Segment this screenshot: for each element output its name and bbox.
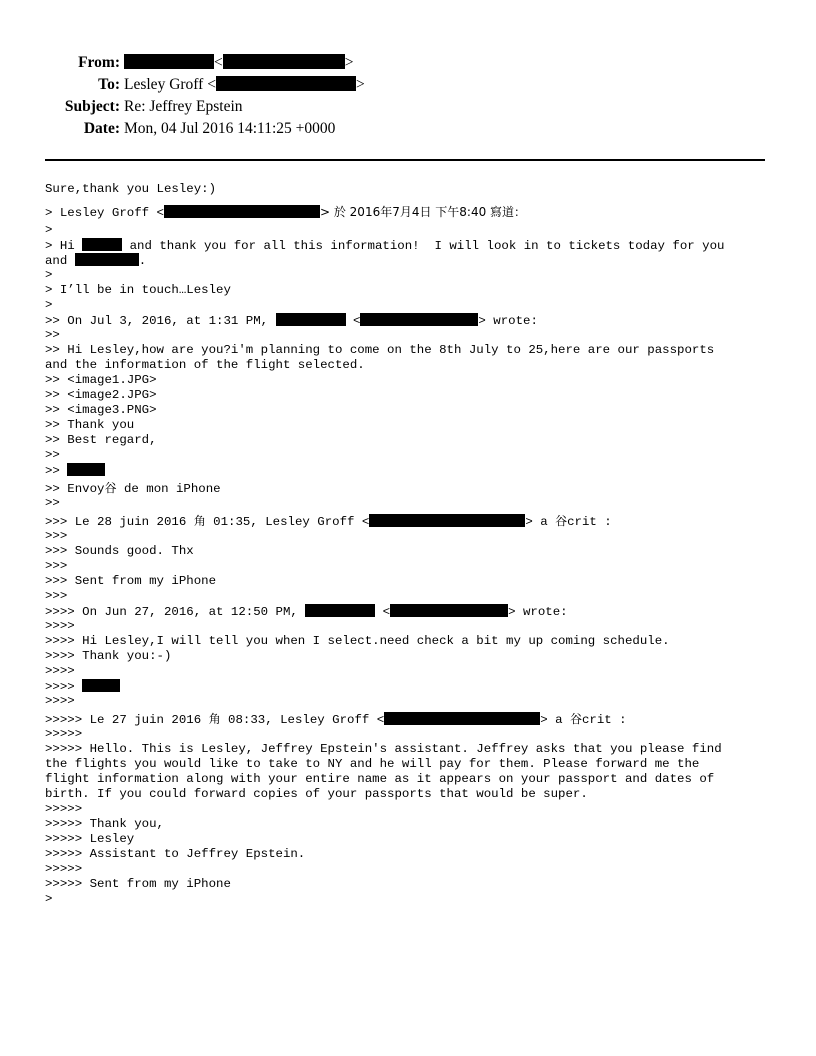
quote-header-line: >> On Jul 3, 2016, at 1:31 PM, < > wrote: bbox=[45, 314, 538, 328]
body-line: > Hi and thank you for all this information! I will look in to tickets today for you bbox=[45, 239, 725, 253]
body-line: > bbox=[45, 892, 53, 906]
quote-header-line: >>>> On Jun 27, 2016, at 12:50 PM, < > wrote: bbox=[45, 605, 568, 619]
body-line: >>>> bbox=[45, 664, 75, 678]
body-line: >>>>> Thank you, bbox=[45, 817, 164, 831]
subject-row bbox=[0, 96, 816, 118]
body-line: >>>> Hi Lesley,I will tell you when I select.need check a bit my up coming schedule. bbox=[45, 634, 670, 648]
redaction-box bbox=[384, 712, 540, 725]
body-line: >> Thank you bbox=[45, 418, 135, 432]
date-row bbox=[0, 118, 816, 140]
attachment-line: >> <image1.JPG> bbox=[45, 373, 157, 387]
body-line: >> bbox=[45, 496, 60, 510]
body-line: flight information along with your entire name as it appears on your passport and dates of bbox=[45, 772, 715, 786]
body-line: >>>>> bbox=[45, 802, 83, 816]
body-line: > bbox=[45, 223, 53, 237]
body-line: >> Best regard, bbox=[45, 433, 157, 447]
to-row bbox=[0, 74, 816, 96]
from-value: < > bbox=[124, 52, 354, 74]
body-line: >>> bbox=[45, 559, 68, 573]
body-line: >> Envoy谷 de mon iPhone bbox=[45, 481, 221, 496]
body-line: >> bbox=[45, 328, 60, 342]
from-row bbox=[0, 52, 816, 74]
body-line: and the information of the flight selected. bbox=[45, 358, 365, 372]
body-line: >>>>> bbox=[45, 862, 83, 876]
body-line: >>>>> Lesley bbox=[45, 832, 135, 846]
body-line: the flights you would like to take to NY and he will pay for them. Please forward me the bbox=[45, 757, 700, 771]
redaction-box bbox=[369, 514, 525, 527]
body-line: >> bbox=[45, 463, 771, 478]
date-label: Date: bbox=[83, 120, 120, 137]
email-header bbox=[0, 52, 816, 140]
body-line: >> Hi Lesley,how are you?i'm planning to come on the 8th July to 25,here are our passports bbox=[45, 343, 715, 357]
redaction-box bbox=[124, 54, 214, 69]
body-line: > bbox=[45, 268, 53, 282]
redaction-box bbox=[223, 54, 345, 69]
body-line: Sure,thank you Lesley:) bbox=[45, 182, 217, 196]
body-line: >> bbox=[45, 448, 60, 462]
redaction-box bbox=[216, 76, 356, 91]
attachment-line: >> <image2.JPG> bbox=[45, 388, 157, 402]
body-line: >>>>> bbox=[45, 727, 83, 741]
body-line: >>>>> Sent from my iPhone bbox=[45, 877, 231, 891]
from-label: From: bbox=[78, 54, 120, 71]
header-divider bbox=[45, 159, 765, 161]
to-value: Lesley Groff < > bbox=[124, 76, 365, 93]
subject-label: Subject: bbox=[64, 98, 120, 115]
redaction-box bbox=[390, 604, 508, 617]
quote-header-line: > Lesley Groff < > 於 2016年7月4日 下午8:40 寫道： bbox=[45, 205, 527, 220]
body-line: >>> bbox=[45, 589, 68, 603]
body-line: >>>>> Hello. This is Lesley, Jeffrey Epstein's assistant. Jeffrey asks that you please find bbox=[45, 742, 722, 756]
subject-value: Re: Jeffrey Epstein bbox=[124, 98, 243, 115]
attachment-line: >> <image3.PNG> bbox=[45, 403, 157, 417]
body-line: >>> Sent from my iPhone bbox=[45, 574, 217, 588]
body-line: >>> Sounds good. Thx bbox=[45, 544, 194, 558]
date-value: Mon, 04 Jul 2016 14:11:25 +0000 bbox=[124, 120, 336, 137]
body-line: >>>> bbox=[45, 694, 75, 708]
body-line: >>>> Thank you:-) bbox=[45, 649, 172, 663]
body-line: birth. If you could forward copies of your passports that would be super. bbox=[45, 787, 588, 801]
redaction-box bbox=[305, 604, 375, 617]
quote-header-line: >>> Le 28 juin 2016 角 01:35, Lesley Groff < > a 谷crit : bbox=[45, 514, 612, 529]
redaction-box bbox=[276, 313, 346, 326]
redaction-box bbox=[164, 205, 320, 218]
body-line: >>>> bbox=[45, 619, 75, 633]
body-line: > bbox=[45, 298, 53, 312]
body-line: > I’ll be in touch…Lesley bbox=[45, 283, 231, 297]
email-body bbox=[45, 182, 771, 907]
body-line: and . bbox=[45, 254, 147, 268]
body-line: >>>> bbox=[45, 679, 771, 694]
to-label: To: bbox=[98, 76, 120, 93]
redaction-box bbox=[82, 238, 122, 251]
body-line: >>>>> Assistant to Jeffrey Epstein. bbox=[45, 847, 306, 861]
redaction-box bbox=[82, 679, 120, 692]
body-line: >>> bbox=[45, 529, 68, 543]
redaction-box bbox=[360, 313, 478, 326]
redaction-box bbox=[75, 253, 139, 266]
quote-header-line: >>>>> Le 27 juin 2016 角 08:33, Lesley Groff < > a 谷crit : bbox=[45, 712, 627, 727]
redaction-box bbox=[67, 463, 105, 476]
